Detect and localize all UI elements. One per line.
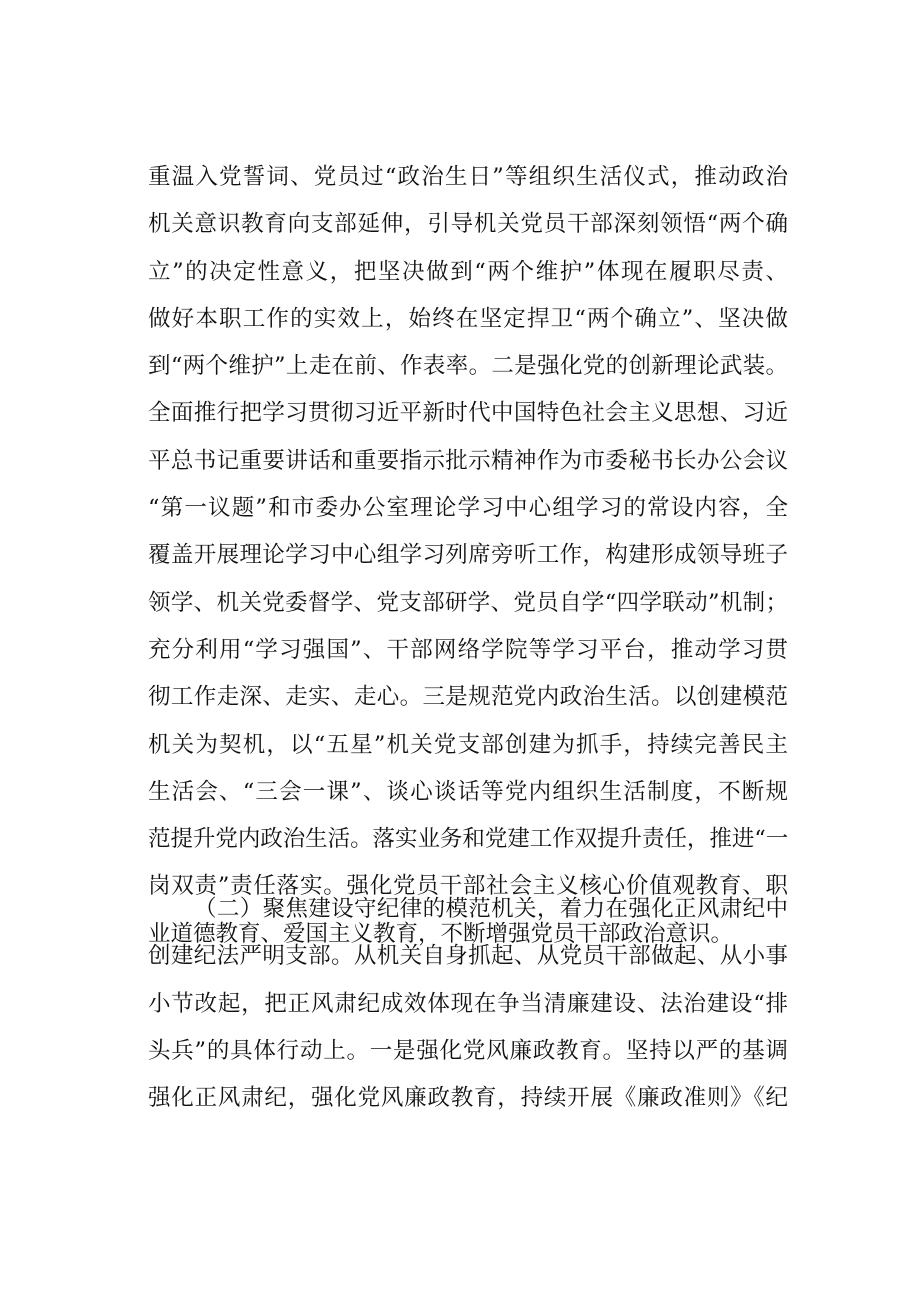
paragraph-line: 范提升党内政治生活。落实业务和党建工作双提升责任，推进“一	[148, 826, 788, 853]
paragraph-line: 创建纪法严明支部。从机关自身抓起、从党员干部做起、从小事	[148, 943, 788, 970]
body-paragraph-2	[148, 886, 788, 1122]
body-paragraph-1	[148, 154, 788, 958]
paragraph-line: 强化正风肃纪，强化党风廉政教育，持续开展《廉政准则》《纪	[148, 1085, 788, 1112]
paragraph-line: 覆盖开展理论学习中心组学习列席旁听工作，构建形成领导班子	[148, 542, 788, 569]
paragraph-line: 全面推行把学习贯彻习近平新时代中国特色社会主义思想、习近	[148, 400, 788, 427]
paragraph-line: 彻工作走深、走实、走心。三是规范党内政治生活。以创建模范	[148, 684, 788, 711]
paragraph-line: 重温入党誓词、党员过“政治生日”等组织生活仪式，推动政治	[148, 164, 788, 190]
paragraph-line: 头兵”的具体行动上。一是强化党风廉政教育。坚持以严的基调	[148, 1037, 788, 1064]
paragraph-line: 生活会、“三会一课”、谈心谈话等党内组织生活制度，不断规	[148, 778, 788, 805]
paragraph-line: 小节改起，把正风肃纪成效体现在争当清廉建设、法治建设“排	[148, 990, 788, 1017]
paragraph-line: 充分利用“学习强国”、干部网络学院等学习平台，推动学习贯	[148, 636, 788, 663]
paragraph-line: 岗双责”责任落实。强化党员干部社会主义核心价值观教育、职	[148, 873, 788, 900]
paragraph-line: （二）聚焦建设守纪律的模范机关，着力在强化正风肃纪中	[194, 896, 788, 922]
paragraph-line: 机关意识教育向支部延伸，引导机关党员干部深刻领悟“两个确	[148, 211, 788, 238]
paragraph-line: 领学、机关党委督学、党支部研学、党员自学“四学联动”机制；	[148, 589, 788, 616]
paragraph-line: “第一议题”和市委办公室理论学习中心组学习的常设内容，全	[148, 495, 788, 522]
paragraph-line: 平总书记重要讲话和重要指示批示精神作为市委秘书长办公会议	[148, 447, 788, 474]
paragraph-line: 业道德教育、爱国主义教育，不断增强党员干部政治意识。	[148, 920, 734, 947]
paragraph-line: 做好本职工作的实效上，始终在坚定捍卫“两个确立”、坚决做	[148, 305, 788, 332]
paragraph-line: 立”的决定性意义，把坚决做到“两个维护”体现在履职尽责、	[148, 258, 788, 285]
paragraph-line: 机关为契机，以“五星”机关党支部创建为抓手，持续完善民主	[148, 731, 788, 758]
paragraph-line: 到“两个维护”上走在前、作表率。二是强化党的创新理论武装。	[148, 353, 788, 380]
